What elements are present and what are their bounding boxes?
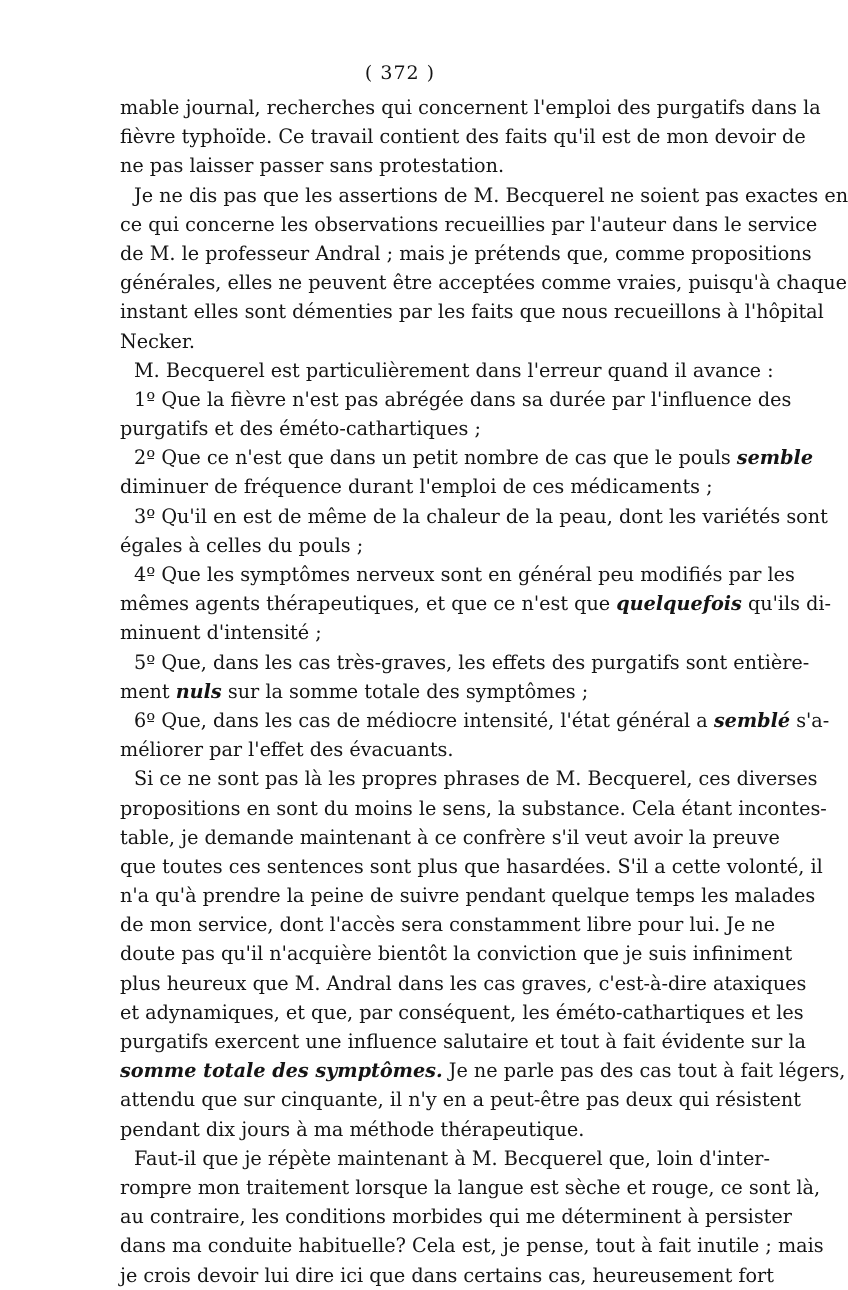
text-line: attendu que sur cinquante, il n'y en a peut-être pas deux qui résistent xyxy=(120,1088,801,1112)
text-line xyxy=(120,589,832,618)
text-line: mable journal, recherches qui concernent l'emploi des purgatifs dans la xyxy=(120,96,821,119)
text-segment: 6º Que, dans les cas de médiocre intensité, l'état général a xyxy=(134,708,708,732)
text-line: propositions en sont du moins le sens, la substance. Cela étant incontes- xyxy=(120,796,827,820)
text-segment: mêmes agents thérapeutiques, et que ce n'est que xyxy=(120,592,611,616)
text-line: générales, elles ne peuvent être acceptées comme vraies, puisqu'à chaque xyxy=(120,271,847,295)
text-line: au contraire, les conditions morbides qui me déterminent à persister xyxy=(120,1205,792,1229)
text-line: n'a qu'à prendre la peine de suivre pendant quelque temps les malades xyxy=(120,884,816,908)
page-number: ( 372 ) xyxy=(364,62,436,84)
text-line: Faut-il que je répète maintenant à M. Becquerel que, loin d'inter- xyxy=(134,1146,770,1170)
text-line: de M. le professeur Andral ; mais je prétends que, comme propositions xyxy=(120,241,812,265)
text-segment: s'a- xyxy=(796,708,830,732)
text-line: de mon service, dont l'accès sera constamment libre pour lui. Je ne xyxy=(120,913,776,937)
text-line xyxy=(120,443,814,472)
text-line: dans ma conduite habituelle? Cela est, je pense, tout à fait inutile ; mais xyxy=(120,1234,824,1258)
italic-emphasis: quelquefois xyxy=(616,592,742,616)
text-line: diminuer de fréquence durant l'emploi de ces médicaments ; xyxy=(120,475,713,499)
text-line: minuent d'intensité ; xyxy=(120,621,322,645)
italic-emphasis: somme totale des symptômes. xyxy=(120,1059,443,1083)
text-line xyxy=(120,1056,846,1085)
text-line: égales à celles du pouls ; xyxy=(120,533,364,557)
text-segment: sur la somme totale des symptômes ; xyxy=(227,679,589,703)
text-line: je crois devoir lui dire ici que dans certains cas, heureusement fort xyxy=(120,1263,774,1287)
text-line: Si ce ne sont pas là les propres phrases de M. Becquerel, ces diverses xyxy=(134,767,818,791)
text-line: 4º Que les symptômes nerveux sont en général peu modifiés par les xyxy=(134,563,795,586)
text-line: que toutes ces sentences sont plus que hasardées. S'il a cette volonté, il xyxy=(120,854,823,878)
text-line: ce qui concerne les observations recueillies par l'auteur dans le service xyxy=(120,212,818,236)
text-line: doute pas qu'il n'acquière bientôt la conviction que je suis infiniment xyxy=(120,942,793,966)
italic-emphasis: nuls xyxy=(175,679,222,703)
italic-emphasis: semble xyxy=(736,446,814,470)
text-line xyxy=(120,677,686,706)
text-line: rompre mon traitement lorsque la langue est sèche et rouge, ce sont là, xyxy=(120,1175,821,1199)
text-line: purgatifs et des éméto-cathartiques ; xyxy=(120,417,481,441)
text-line: 5º Que, dans les cas très-graves, les effets des purgatifs sont entière- xyxy=(134,650,810,674)
text-line: Je ne dis pas que les assertions de M. Becquerel ne soient pas exactes en xyxy=(134,183,848,207)
text-line: et adynamiques, et que, par conséquent, les éméto-cathartiques et les xyxy=(120,1000,804,1024)
text-segment: 2º Que ce n'est que dans un petit nombre de cas que le pouls xyxy=(134,446,731,470)
body-text xyxy=(120,93,848,1290)
text-segment: qu'ils di- xyxy=(747,592,832,616)
text-line: ne pas laisser passer sans protestation. xyxy=(120,154,505,178)
text-line xyxy=(120,706,830,735)
text-line: fièvre typhoïde. Ce travail contient des faits qu'il est de mon devoir de xyxy=(120,125,806,149)
italic-emphasis: semblé xyxy=(713,708,791,732)
text-line: 1º Que la fièvre n'est pas abrégée dans sa durée par l'influence des xyxy=(134,387,792,411)
text-line: méliorer par l'effet des évacuants. xyxy=(120,738,454,762)
text-segment: Je ne parle pas des cas tout à fait légers, xyxy=(448,1059,846,1083)
text-line: pendant dix jours à ma méthode thérapeutique. xyxy=(120,1117,585,1141)
text-line: plus heureux que M. Andral dans les cas graves, c'est-à-dire ataxiques xyxy=(120,971,807,995)
text-line: instant elles sont démenties par les faits que nous recueillons à l'hôpital xyxy=(120,300,824,324)
text-line: 3º Qu'il en est de même de la chaleur de la peau, dont les variétés sont xyxy=(134,504,828,528)
text-line: M. Becquerel est particulièrement dans l'erreur quand il avance : xyxy=(134,358,774,382)
text-segment: ment xyxy=(120,679,170,703)
text-line: purgatifs exercent une influence salutaire et tout à fait évidente sur la xyxy=(120,1030,806,1053)
text-line: table, je demande maintenant à ce confrère s'il veut avoir la preuve xyxy=(120,825,780,849)
text-line: Necker. xyxy=(120,329,196,353)
